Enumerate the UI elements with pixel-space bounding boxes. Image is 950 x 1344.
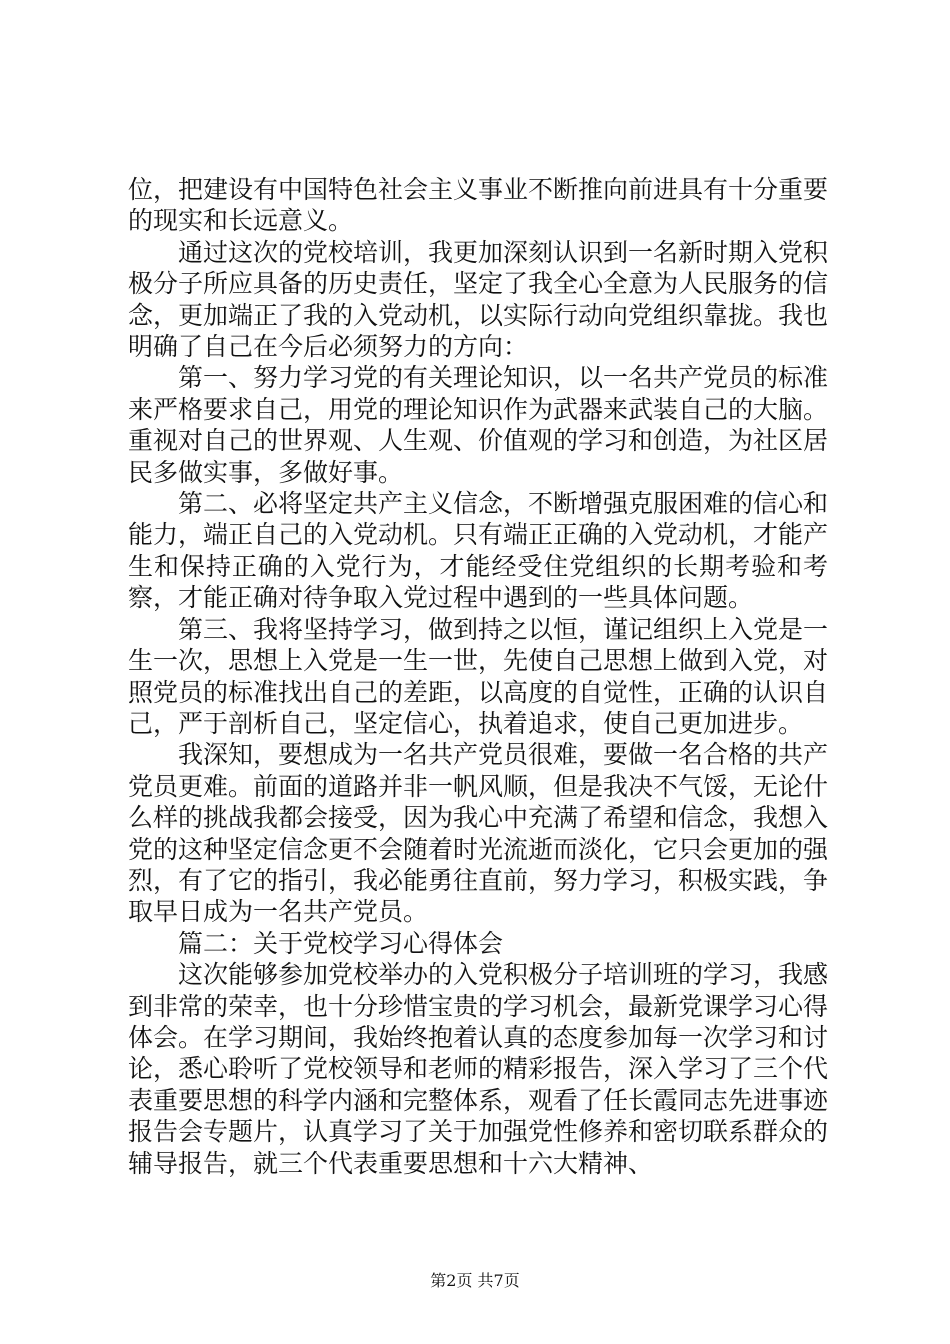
paragraph-part-two-intro: 这次能够参加党校举办的入党积极分子培训班的学习，我感到非常的荣幸，也十分珍惜宝贵的学习机会，最新党课学习心得体会。在学习期间，我始终抱着认真的态度参加每一次学习和讨论，悉心聆听了党校领导和老师的精彩报告，深入学习了三个代表重要思想的科学内涵和完整体系，观看了任长霞同志先进事迹报告会专题片，认真学习了关于加强党性修养和密切联系群众的辅导报告，就三个代表重要思想和十六大精神、 [128, 960, 829, 1178]
paragraph-conclusion: 我深知，要想成为一名共产党员很难，要做一名合格的共产党员更难。前面的道路并非一帆风顺，但是我决不气馁，无论什么样的挑战我都会接受，因为我心中充满了希望和信念，我想入党的这种坚定信念更不会随着时光流逝而淡化，它只会更加的强烈，有了它的指引，我必能勇往直前，努力学习，积极实践，争取早日成为一名共产党员。 [128, 740, 829, 927]
section-heading-part-two: 篇二：关于党校学习心得体会 [178, 928, 504, 958]
document-body [128, 174, 828, 1179]
paragraph-point-one: 第一、努力学习党的有关理论知识，以一名共产党员的标准来严格要求自己，用党的理论知识作为武器来武装自己的大脑。重视对自己的世界观、人生观、价值观的学习和创造，为社区居民多做实事，多做好事。 [128, 363, 829, 487]
paragraph-point-three: 第三、我将坚持学习，做到持之以恒，谨记组织上入党是一生一次，思想上入党是一生一世，先使自己思想上做到入党，对照党员的标准找出自己的差距，以高度的自觉性，正确的认识自己，严于剖析自己，坚定信心，执着追求，使自己更加进步。 [128, 614, 829, 738]
paragraph-continuation: 位，把建设有中国特色社会主义事业不断推向前进具有十分重要的现实和长远意义。 [128, 175, 829, 236]
paragraph-point-two: 第二、必将坚定共产主义信念，不断增强克服困难的信心和能力，端正自己的入党动机。只有端正正确的入党动机，才能产生和保持正确的入党行为，才能经受住党组织的长期考验和考察，才能正确对待争取入党过程中遇到的一些具体问题。 [128, 489, 829, 613]
page-number-footer: 第2页 共7页 [430, 1271, 520, 1290]
paragraph-training-reflection: 通过这次的党校培训，我更加深刻认识到一名新时期入党积极分子所应具备的历史责任，坚定了我全心全意为人民服务的信念，更加端正了我的入党动机，以实际行动向党组织靠拢。我也明确了自己在今后必须努力的方向： [128, 237, 829, 362]
